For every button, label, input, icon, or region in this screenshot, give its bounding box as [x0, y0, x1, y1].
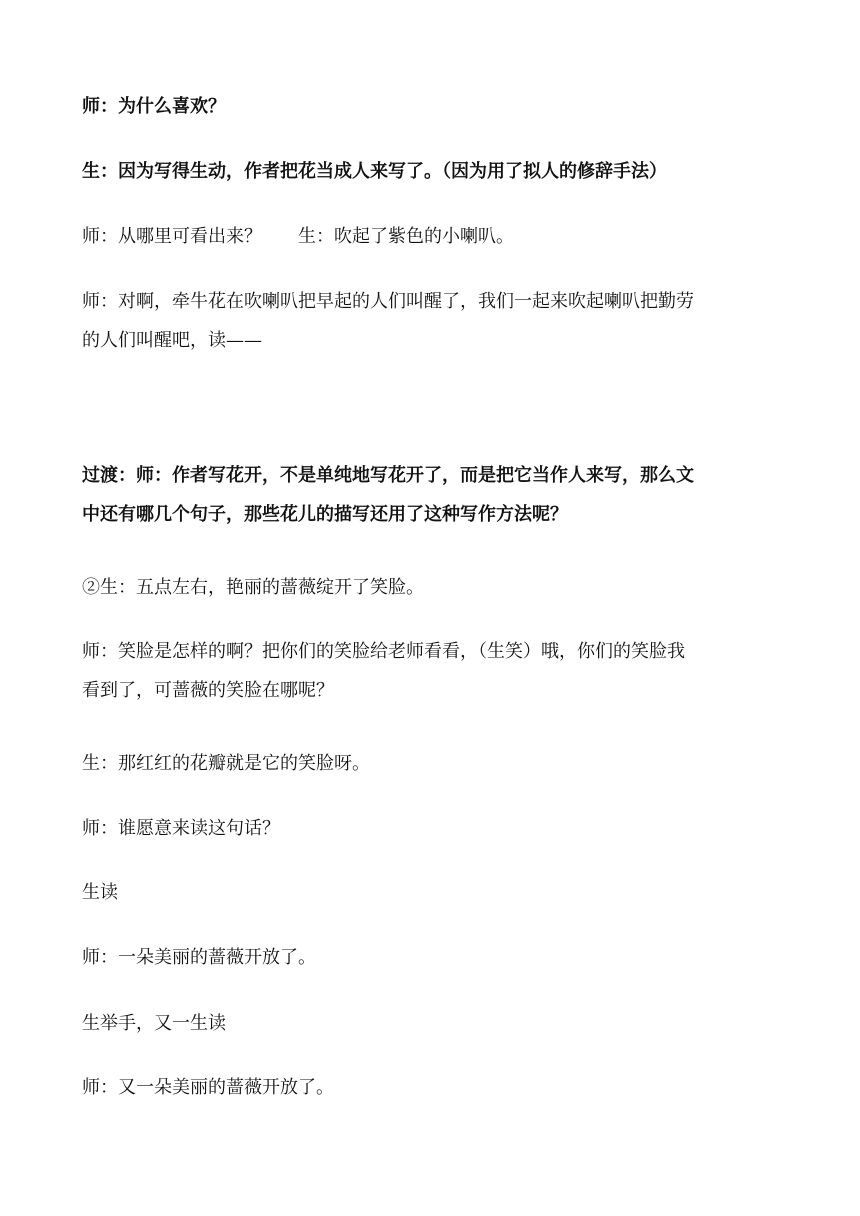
paragraph-line: 师：笑脸是怎样的啊？把你们的笑脸给老师看看，（生笑）哦，你们的笑脸我	[82, 641, 685, 662]
paragraph-text: 生举手，又一生读	[82, 1013, 226, 1034]
paragraph-student-reads	[82, 873, 782, 912]
paragraph-teacher-another-rose	[82, 1068, 782, 1107]
paragraph-text: 师：为什么喜欢？	[82, 96, 226, 117]
paragraph-teacher-who-reads	[82, 809, 782, 848]
paragraph-text: 师：谁愿意来读这句话？	[82, 818, 280, 839]
paragraph-text: 生读	[82, 882, 118, 903]
paragraph-text: 师：又一朵美丽的蔷薇开放了。	[82, 1077, 334, 1098]
paragraph-student-rose	[82, 568, 782, 607]
paragraph-line: 看到了，可蔷薇的笑脸在哪呢？	[82, 680, 334, 701]
paragraph-line: 过渡：师：作者写花开，不是单纯地写花开了，而是把它当作人来写，那么文	[82, 465, 694, 486]
paragraph-line: 的人们叫醒吧，读——	[82, 330, 262, 351]
paragraph-line: 师：对啊，牵牛花在吹喇叭把早起的人们叫醒了，我们一起来吹起喇叭把勤劳	[82, 291, 694, 312]
paragraph-teacher-where	[82, 217, 782, 256]
paragraph-text: 生：因为写得生动，作者把花当成人来写了。（因为用了拟人的修辞手法）	[82, 161, 667, 182]
paragraph-line: 中还有哪几个句子，那些花儿的描写还用了这种写作方法呢？	[82, 504, 568, 525]
student-answer: 生：吹起了紫色的小喇叭。	[298, 226, 514, 247]
paragraph-teacher-trumpet	[82, 282, 782, 360]
paragraph-student-petals	[82, 744, 782, 783]
paragraph-transition	[82, 456, 782, 534]
paragraph-student-vivid	[82, 152, 782, 191]
paragraph-text: 生：那红红的花瓣就是它的笑脸呀。	[82, 753, 370, 774]
paragraph-text: 师：一朵美丽的蔷薇开放了。	[82, 947, 316, 968]
paragraph-teacher-why-like	[82, 87, 782, 126]
paragraph-student-raises-hand	[82, 1004, 782, 1043]
paragraph-teacher-one-rose	[82, 938, 782, 977]
paragraph-teacher-smile	[82, 632, 782, 710]
teacher-question: 师：从哪里可看出来？	[82, 226, 262, 247]
paragraph-text: ②生：五点左右，艳丽的蔷薇绽开了笑脸。	[82, 577, 424, 598]
